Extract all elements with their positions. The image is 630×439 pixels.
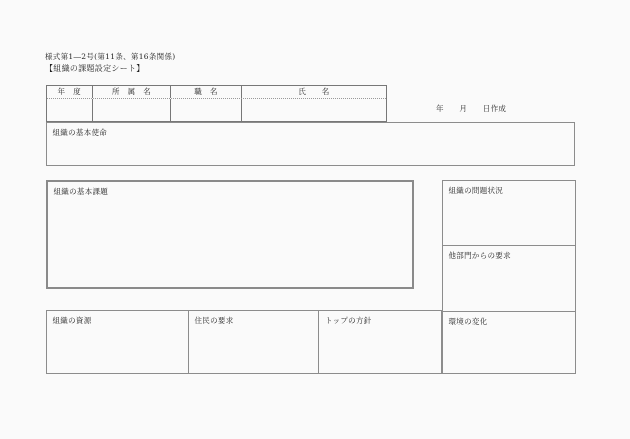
staff-info-table xyxy=(46,85,388,122)
creation-date-text: 年 月 日作成 xyxy=(436,104,507,113)
top-policy-box xyxy=(319,311,441,373)
bottom-row-boxes xyxy=(46,310,443,374)
basic-mission-label: 組織の基本使命 xyxy=(52,127,108,137)
name-value-cell xyxy=(242,99,386,121)
other-dept-requests-box xyxy=(443,245,575,311)
year-value-cell xyxy=(47,99,94,121)
staff-table-header-row xyxy=(47,86,387,100)
resources-box xyxy=(47,311,189,373)
basic-issues-box xyxy=(46,180,414,289)
basic-issues-label: 組織の基本課題 xyxy=(53,186,109,196)
environment-changes-box xyxy=(443,311,575,373)
department-value-cell xyxy=(93,99,171,121)
resident-demands-box xyxy=(189,311,320,373)
right-column-boxes xyxy=(442,180,576,374)
staff-table-value-row xyxy=(47,99,387,121)
problem-situation-label: 組織の問題状況 xyxy=(448,185,504,195)
basic-mission-box xyxy=(46,122,576,166)
problem-situation-box xyxy=(443,181,575,246)
job-title-value-cell xyxy=(171,99,242,121)
top-policy-label: トップの方針 xyxy=(325,315,372,325)
form-number-text: 様式第1―2号(第11条、第16条関係) xyxy=(45,52,176,61)
page-title: 【組織の課題設定シート】 xyxy=(45,64,145,73)
name-column-header: 氏 名 xyxy=(298,87,330,97)
resources-label: 組織の資源 xyxy=(52,315,92,325)
other-dept-requests-label: 他部門からの要求 xyxy=(448,251,511,260)
year-column-header: 年 度 xyxy=(47,86,94,99)
resident-demands-label: 住民の要求 xyxy=(194,315,234,325)
job-title-column-header: 職 名 xyxy=(171,86,242,99)
department-column-header: 所 属 名 xyxy=(93,86,171,99)
environment-changes-label: 環境の変化 xyxy=(448,317,488,326)
